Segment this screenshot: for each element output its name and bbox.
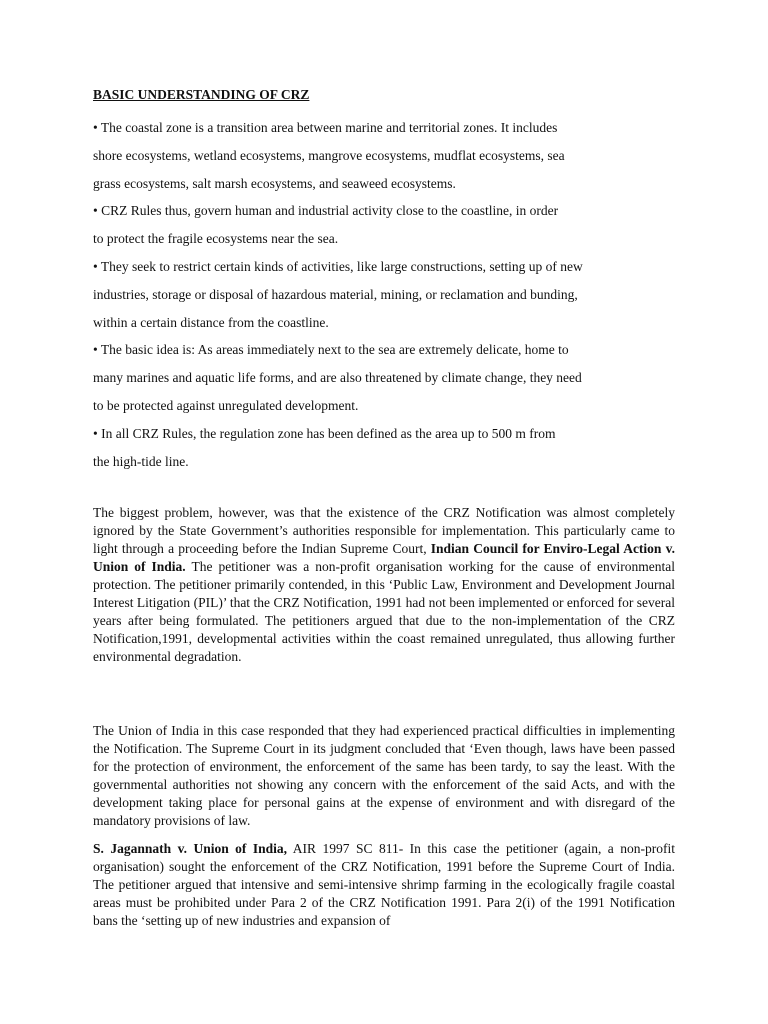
paragraph-union-response: [93, 722, 675, 830]
paragraph-text: The Union of India in this case responded that they had experienced practical difficulties in implementing the Notification. The Supreme Court in its judgment concluded that ‘Even though, laws have been passed for the protection of environment, the enforcement of the same has been tardy, to say the least. With the governmental authorities not showing any concern with the enforcement of the said Acts, and with the development taking place for personal gains at the expense of environment and with disregard of the mandatory provisions of law.: [93, 723, 675, 829]
case-name-bold: S. Jagannath v. Union of India,: [93, 841, 288, 856]
bullet-item: [93, 253, 673, 336]
text-line: many marines and aquatic life forms, and are also threatened by climate change, they need: [93, 370, 582, 386]
paragraph-jagannath-case: [93, 840, 675, 934]
text-line: to protect the fragile ecosystems near the sea.: [93, 231, 339, 247]
bullet-item: [93, 114, 673, 197]
text-line: grass ecosystems, salt marsh ecosystems, and seaweed ecosystems.: [93, 175, 456, 191]
paragraph-text: The petitioner was a non-profit organisation working for the cause of environmental protection. The petitioner primarily contended, in this ‘Public Law, Environment and Development Journal Interest Litigation (PIL)’ that the CRZ Notification, 1991 had not been implemented or enforced for several years after being formulated. The petitioners argued that due to the non-implementation of the CRZ Notification,1991, developmental activities within the coast remained unregulated, thus allowing further environmental degradation.: [93, 559, 675, 665]
text-line: • The coastal zone is a transition area between marine and territorial zones. It includes: [93, 120, 558, 135]
text-line: to be protected against unregulated development.: [93, 397, 359, 413]
text-line: • In all CRZ Rules, the regulation zone has been defined as the area up to 500 m from: [93, 425, 556, 441]
section-heading: BASIC UNDERSTANDING OF CRZ: [93, 87, 310, 102]
paragraph-text: AIR 1997 SC 811- In this case the petitioner (again, a non-profit organisation) sought the enforcement of the CRZ Notification, 1991 before the Supreme Court of India. The petitioner argued that intensive and semi-intensive shrimp farming in the ecologically fragile coastal areas must be prohibited under Para 2 of the CRZ Notification 1991. Para 2(i) of the 1991 Notification bans the ‘setting up of new industries and expansion of: [93, 841, 675, 929]
text-line: shore ecosystems, wetland ecosystems, mangrove ecosystems, mudflat ecosystems, sea: [93, 147, 565, 163]
text-line: • They seek to restrict certain kinds of activities, like large constructions, setting up of new: [93, 258, 583, 274]
paragraph-pil-background: [93, 504, 675, 666]
text-line: within a certain distance from the coastline.: [93, 314, 329, 330]
paragraph-text: The biggest problem, however, was that the existence of the CRZ Notification was almost completely ignored by the State Government’s authorities responsible for implementation. This particularly came to light through a proceeding before the Indian Supreme Court,: [93, 505, 675, 557]
bullet-list: [93, 114, 673, 475]
text-line: • The basic idea is: As areas immediately next to the sea are extremely delicate, home to: [93, 342, 569, 358]
text-line: industries, storage or disposal of hazardous material, mining, or reclamation and bunding,: [93, 286, 578, 302]
bullet-item: [93, 197, 673, 253]
bullet-item: [93, 336, 673, 419]
text-line: • CRZ Rules thus, govern human and industrial activity close to the coastline, in order: [93, 203, 559, 219]
case-name-bold: Indian Council for Enviro-Legal Action v. Union of India.: [93, 541, 675, 575]
bullet-item: [93, 420, 673, 476]
text-line: the high-tide line.: [93, 453, 189, 469]
